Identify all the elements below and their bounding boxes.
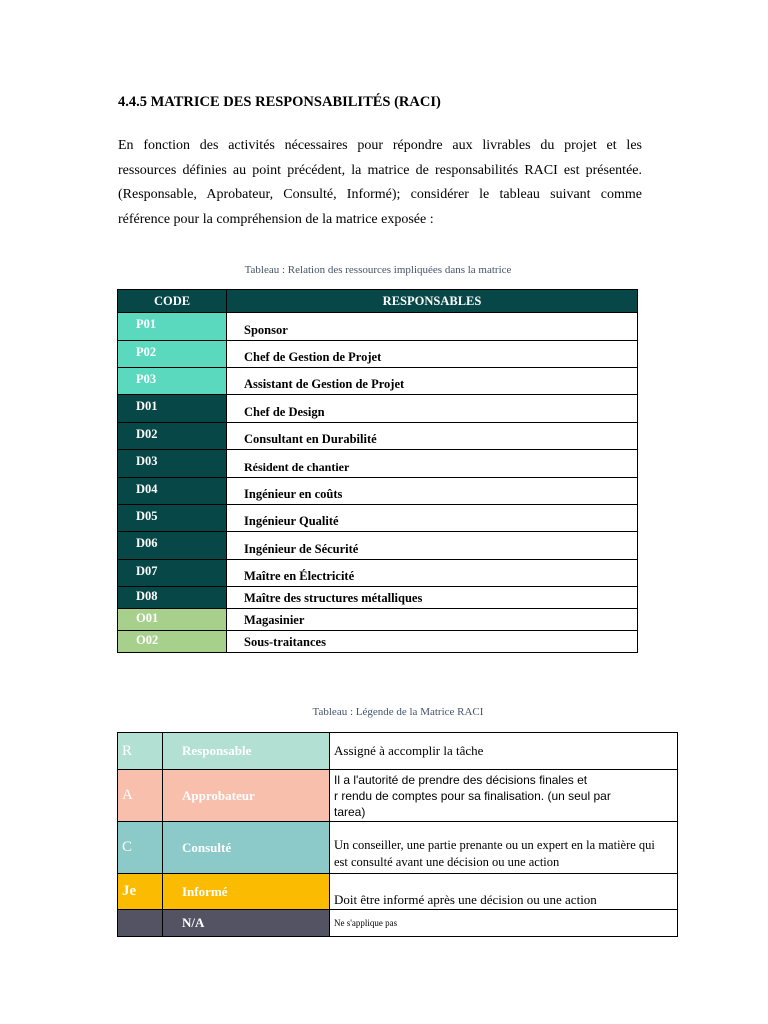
name-cell: Consultant en Durabilité [227,423,638,450]
legend-role: Approbateur [163,770,330,822]
description-line: r rendu de comptes pour sa finalisation. (un seul par [334,788,611,803]
code-cell: P01 [118,313,227,341]
section-heading: 4.4.5 MATRICE DES RESPONSABILITÉS (RACI) [118,94,441,110]
code-cell: D02 [118,423,227,450]
table-row [118,631,638,653]
code-cell: D08 [118,587,227,609]
paragraph-line: (Responsable, Aprobateur, Consulté, Informé); considérer le tableau suivant comme [118,187,642,202]
legend-role: Informé [163,874,330,910]
raci-legend-table [117,732,678,937]
legend-letter: A [118,770,163,822]
paragraph-line: En fonction des activités nécessaires pour répondre aux livrables du projet et les [118,138,642,153]
legend-description [330,874,678,910]
legend-letter [118,910,163,937]
code-cell: O01 [118,609,227,631]
table-row [118,560,638,587]
legend-letter: Je [118,874,163,910]
paragraph-line: référence pour la compréhension de la matrice exposée : [118,211,434,227]
code-cell: O02 [118,631,227,653]
intro-paragraph [118,134,642,232]
legend-role: Consulté [163,822,330,874]
name-cell: Maître en Électricité [227,560,638,587]
legend-letter: C [118,822,163,874]
legend-role: Responsable [163,733,330,770]
description-line: est consulté avant une décision ou une action [334,855,560,869]
name-cell: Chef de Gestion de Projet [227,341,638,368]
code-cell: D05 [118,505,227,532]
description-line: Il a l'autorité de prendre des décisions finales et [334,772,588,787]
name-cell: Magasinier [227,609,638,631]
header-responsables: RESPONSABLES [227,290,638,313]
code-cell: D01 [118,395,227,423]
table-row [118,368,638,395]
table-row [118,341,638,368]
table-row [118,505,638,532]
legend-role: N/A [163,910,330,937]
header-code: CODE [118,290,227,313]
legend-row [118,770,678,822]
table-row [118,609,638,631]
description-line: Un conseiller, une partie prenante ou un expert en la matière qui [334,838,655,852]
legend-description [330,733,678,770]
legend-description [330,822,678,874]
description-line: Ne s'applique pas [334,918,398,928]
table2-caption: Tableau : Légende de la Matrice RACI [312,706,484,718]
name-cell: Ingénieur Qualité [227,505,638,532]
table-row [118,313,638,341]
table-row [118,450,638,478]
legend-row [118,874,678,910]
paragraph-line: ressources définies au point précédent, la matrice de responsabilités RACI est présentée. [118,162,642,178]
table-row [118,423,638,450]
table-row [118,532,638,560]
name-cell: Sous-traitances [227,631,638,653]
legend-row [118,822,678,874]
legend-row [118,910,678,937]
description-line: tarea) [334,804,366,819]
name-cell: Résident de chantier [227,450,638,478]
name-cell: Chef de Design [227,395,638,423]
code-cell: D06 [118,532,227,560]
name-cell: Ingénieur en coûts [227,478,638,505]
legend-letter: R [118,733,163,770]
description-line: Doit être informé après une décision ou une action [334,892,597,907]
name-cell: Assistant de Gestion de Projet [227,368,638,395]
table-row [118,395,638,423]
legend-description [330,770,678,822]
name-cell: Maître des structures métalliques [227,587,638,609]
table1-caption: Tableau : Relation des ressources impliquées dans la matrice [244,264,512,276]
name-cell: Ingénieur de Sécurité [227,532,638,560]
code-cell: P02 [118,341,227,368]
responsables-table [117,289,638,653]
code-cell: D07 [118,560,227,587]
code-cell: D04 [118,478,227,505]
legend-description [330,910,678,937]
table-row [118,587,638,609]
code-cell: P03 [118,368,227,395]
code-cell: D03 [118,450,227,478]
table-header-row [118,290,638,313]
legend-row [118,733,678,770]
name-cell: Sponsor [227,313,638,341]
table-row [118,478,638,505]
description-line: Assigné à accomplir la tâche [334,743,484,758]
